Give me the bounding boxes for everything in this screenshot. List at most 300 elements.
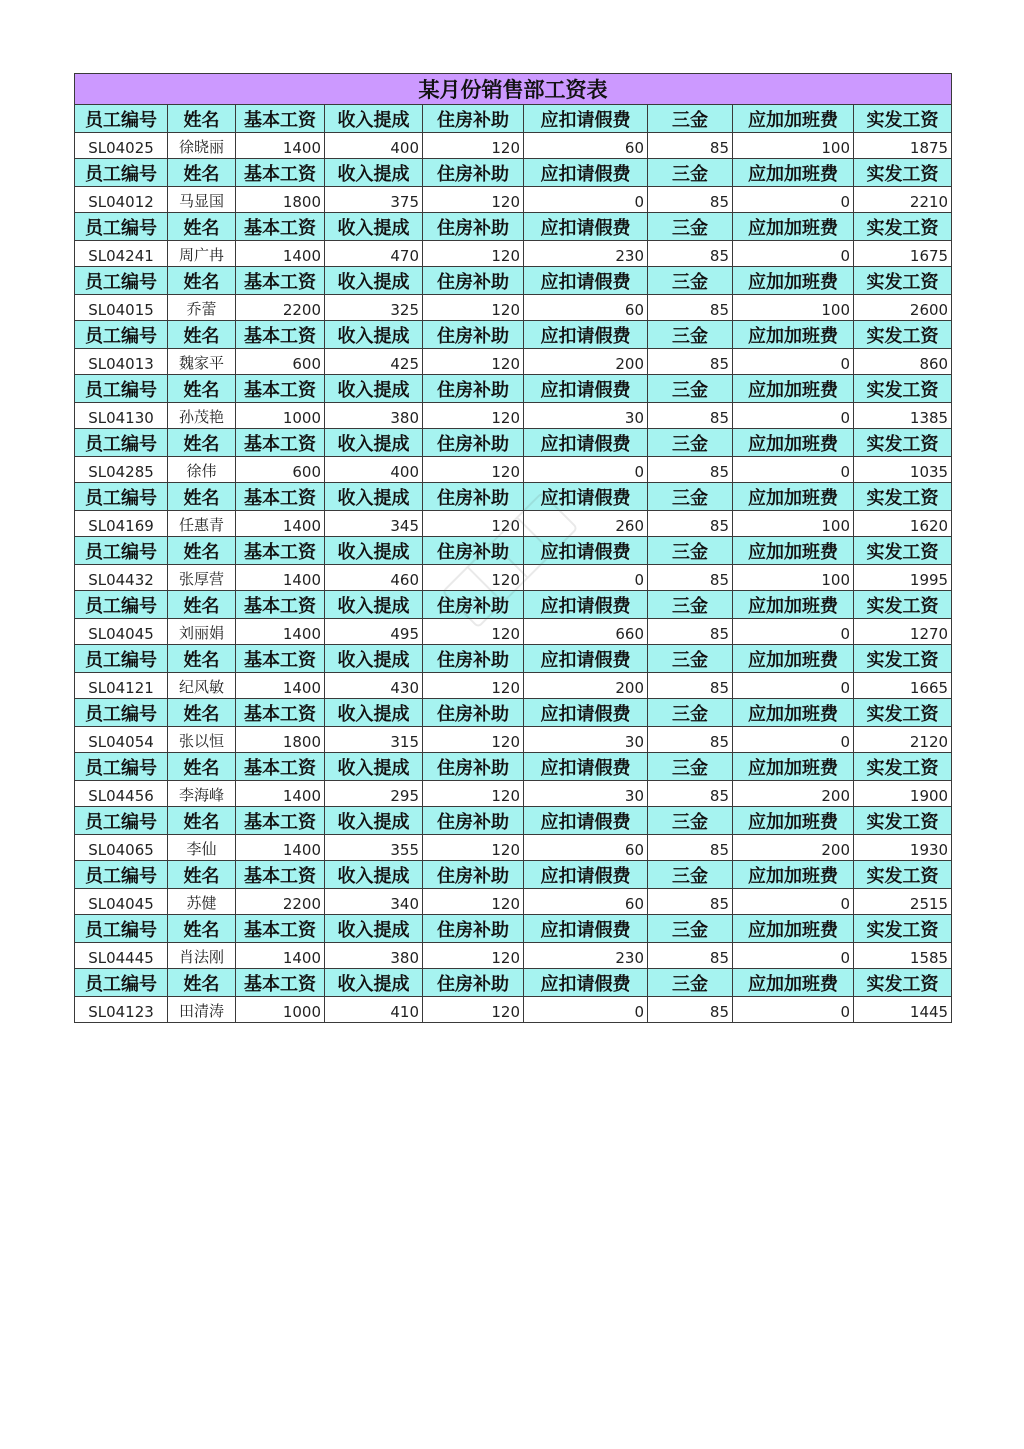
header-cell-employee-id[interactable]: 员工编号 [75, 645, 168, 673]
header-cell-overtime-pay[interactable]: 应加加班费 [733, 969, 854, 997]
cell-leave-deduction[interactable]: 260 [524, 511, 648, 537]
cell-commission[interactable]: 495 [325, 619, 423, 645]
header-cell-commission[interactable]: 收入提成 [325, 861, 423, 889]
header-cell-three-funds[interactable]: 三金 [648, 645, 733, 673]
cell-commission[interactable]: 325 [325, 295, 423, 321]
header-cell-base-salary[interactable]: 基本工资 [236, 267, 325, 295]
cell-overtime-pay[interactable]: 0 [733, 187, 854, 213]
cell-net-salary[interactable]: 2210 [854, 187, 952, 213]
header-cell-commission[interactable]: 收入提成 [325, 483, 423, 511]
cell-name[interactable]: 徐晓丽 [168, 133, 236, 159]
header-cell-net-salary[interactable]: 实发工资 [854, 321, 952, 349]
cell-leave-deduction[interactable]: 230 [524, 241, 648, 267]
header-cell-housing-allowance[interactable]: 住房补助 [423, 375, 524, 403]
cell-employee-id[interactable]: SL04054 [75, 727, 168, 753]
cell-base-salary[interactable]: 1400 [236, 835, 325, 861]
header-cell-name[interactable]: 姓名 [168, 861, 236, 889]
header-cell-employee-id[interactable]: 员工编号 [75, 969, 168, 997]
cell-leave-deduction[interactable]: 30 [524, 781, 648, 807]
cell-commission[interactable]: 345 [325, 511, 423, 537]
cell-commission[interactable]: 355 [325, 835, 423, 861]
cell-three-funds[interactable]: 85 [648, 349, 733, 375]
cell-commission[interactable]: 295 [325, 781, 423, 807]
header-cell-three-funds[interactable]: 三金 [648, 375, 733, 403]
cell-commission[interactable]: 380 [325, 403, 423, 429]
header-cell-three-funds[interactable]: 三金 [648, 861, 733, 889]
cell-overtime-pay[interactable]: 0 [733, 349, 854, 375]
header-cell-commission[interactable]: 收入提成 [325, 159, 423, 187]
header-cell-employee-id[interactable]: 员工编号 [75, 699, 168, 727]
header-cell-housing-allowance[interactable]: 住房补助 [423, 483, 524, 511]
cell-base-salary[interactable]: 1800 [236, 187, 325, 213]
cell-base-salary[interactable]: 2200 [236, 889, 325, 915]
cell-leave-deduction[interactable]: 660 [524, 619, 648, 645]
header-cell-commission[interactable]: 收入提成 [325, 213, 423, 241]
header-cell-three-funds[interactable]: 三金 [648, 699, 733, 727]
cell-net-salary[interactable]: 2120 [854, 727, 952, 753]
cell-overtime-pay[interactable]: 200 [733, 835, 854, 861]
cell-leave-deduction[interactable]: 0 [524, 187, 648, 213]
cell-leave-deduction[interactable]: 200 [524, 349, 648, 375]
cell-three-funds[interactable]: 85 [648, 727, 733, 753]
header-cell-base-salary[interactable]: 基本工资 [236, 105, 325, 133]
header-cell-base-salary[interactable]: 基本工资 [236, 807, 325, 835]
header-cell-overtime-pay[interactable]: 应加加班费 [733, 375, 854, 403]
cell-housing-allowance[interactable]: 120 [423, 727, 524, 753]
cell-housing-allowance[interactable]: 120 [423, 133, 524, 159]
header-cell-name[interactable]: 姓名 [168, 429, 236, 457]
header-cell-commission[interactable]: 收入提成 [325, 915, 423, 943]
cell-employee-id[interactable]: SL04045 [75, 619, 168, 645]
cell-leave-deduction[interactable]: 230 [524, 943, 648, 969]
header-cell-overtime-pay[interactable]: 应加加班费 [733, 591, 854, 619]
header-cell-housing-allowance[interactable]: 住房补助 [423, 753, 524, 781]
header-cell-overtime-pay[interactable]: 应加加班费 [733, 537, 854, 565]
cell-base-salary[interactable]: 600 [236, 457, 325, 483]
header-cell-net-salary[interactable]: 实发工资 [854, 969, 952, 997]
header-cell-net-salary[interactable]: 实发工资 [854, 753, 952, 781]
header-cell-employee-id[interactable]: 员工编号 [75, 321, 168, 349]
cell-net-salary[interactable]: 1995 [854, 565, 952, 591]
cell-name[interactable]: 乔蕾 [168, 295, 236, 321]
header-cell-base-salary[interactable]: 基本工资 [236, 213, 325, 241]
header-cell-three-funds[interactable]: 三金 [648, 753, 733, 781]
cell-net-salary[interactable]: 1900 [854, 781, 952, 807]
cell-commission[interactable]: 375 [325, 187, 423, 213]
cell-base-salary[interactable]: 1400 [236, 943, 325, 969]
cell-three-funds[interactable]: 85 [648, 511, 733, 537]
sheet-title[interactable]: 某月份销售部工资表 [75, 74, 952, 105]
header-cell-name[interactable]: 姓名 [168, 267, 236, 295]
header-cell-net-salary[interactable]: 实发工资 [854, 537, 952, 565]
cell-three-funds[interactable]: 85 [648, 673, 733, 699]
header-cell-three-funds[interactable]: 三金 [648, 483, 733, 511]
header-cell-employee-id[interactable]: 员工编号 [75, 591, 168, 619]
header-cell-leave-deduction[interactable]: 应扣请假费 [524, 213, 648, 241]
header-cell-commission[interactable]: 收入提成 [325, 321, 423, 349]
cell-base-salary[interactable]: 1400 [236, 565, 325, 591]
header-cell-leave-deduction[interactable]: 应扣请假费 [524, 483, 648, 511]
cell-net-salary[interactable]: 1035 [854, 457, 952, 483]
cell-employee-id[interactable]: SL04285 [75, 457, 168, 483]
header-cell-name[interactable]: 姓名 [168, 375, 236, 403]
cell-name[interactable]: 马显国 [168, 187, 236, 213]
cell-name[interactable]: 李海峰 [168, 781, 236, 807]
cell-leave-deduction[interactable]: 0 [524, 997, 648, 1023]
cell-commission[interactable]: 410 [325, 997, 423, 1023]
cell-housing-allowance[interactable]: 120 [423, 457, 524, 483]
header-cell-name[interactable]: 姓名 [168, 915, 236, 943]
header-cell-employee-id[interactable]: 员工编号 [75, 375, 168, 403]
header-cell-housing-allowance[interactable]: 住房补助 [423, 807, 524, 835]
cell-base-salary[interactable]: 1000 [236, 997, 325, 1023]
header-cell-housing-allowance[interactable]: 住房补助 [423, 915, 524, 943]
header-cell-base-salary[interactable]: 基本工资 [236, 699, 325, 727]
header-cell-name[interactable]: 姓名 [168, 807, 236, 835]
cell-commission[interactable]: 315 [325, 727, 423, 753]
cell-net-salary[interactable]: 1620 [854, 511, 952, 537]
header-cell-commission[interactable]: 收入提成 [325, 699, 423, 727]
cell-housing-allowance[interactable]: 120 [423, 997, 524, 1023]
cell-employee-id[interactable]: SL04169 [75, 511, 168, 537]
header-cell-net-salary[interactable]: 实发工资 [854, 915, 952, 943]
header-cell-commission[interactable]: 收入提成 [325, 591, 423, 619]
cell-commission[interactable]: 460 [325, 565, 423, 591]
header-cell-housing-allowance[interactable]: 住房补助 [423, 213, 524, 241]
cell-three-funds[interactable]: 85 [648, 835, 733, 861]
header-cell-commission[interactable]: 收入提成 [325, 645, 423, 673]
cell-commission[interactable]: 400 [325, 457, 423, 483]
header-cell-name[interactable]: 姓名 [168, 159, 236, 187]
cell-net-salary[interactable]: 1385 [854, 403, 952, 429]
cell-name[interactable]: 任惠青 [168, 511, 236, 537]
header-cell-three-funds[interactable]: 三金 [648, 969, 733, 997]
cell-commission[interactable]: 380 [325, 943, 423, 969]
cell-three-funds[interactable]: 85 [648, 781, 733, 807]
cell-name[interactable]: 田清涛 [168, 997, 236, 1023]
header-cell-leave-deduction[interactable]: 应扣请假费 [524, 375, 648, 403]
header-cell-leave-deduction[interactable]: 应扣请假费 [524, 429, 648, 457]
cell-net-salary[interactable]: 2600 [854, 295, 952, 321]
header-cell-overtime-pay[interactable]: 应加加班费 [733, 483, 854, 511]
cell-three-funds[interactable]: 85 [648, 403, 733, 429]
cell-three-funds[interactable]: 85 [648, 241, 733, 267]
header-cell-name[interactable]: 姓名 [168, 645, 236, 673]
header-cell-employee-id[interactable]: 员工编号 [75, 429, 168, 457]
cell-overtime-pay[interactable]: 0 [733, 403, 854, 429]
cell-employee-id[interactable]: SL04456 [75, 781, 168, 807]
cell-base-salary[interactable]: 1400 [236, 133, 325, 159]
cell-commission[interactable]: 470 [325, 241, 423, 267]
cell-employee-id[interactable]: SL04130 [75, 403, 168, 429]
header-cell-leave-deduction[interactable]: 应扣请假费 [524, 969, 648, 997]
cell-name[interactable]: 苏健 [168, 889, 236, 915]
cell-overtime-pay[interactable]: 100 [733, 565, 854, 591]
header-cell-overtime-pay[interactable]: 应加加班费 [733, 429, 854, 457]
header-cell-base-salary[interactable]: 基本工资 [236, 591, 325, 619]
cell-employee-id[interactable]: SL04121 [75, 673, 168, 699]
header-cell-leave-deduction[interactable]: 应扣请假费 [524, 105, 648, 133]
cell-net-salary[interactable]: 1930 [854, 835, 952, 861]
cell-overtime-pay[interactable]: 100 [733, 511, 854, 537]
cell-housing-allowance[interactable]: 120 [423, 295, 524, 321]
cell-base-salary[interactable]: 1000 [236, 403, 325, 429]
cell-base-salary[interactable]: 1800 [236, 727, 325, 753]
header-cell-net-salary[interactable]: 实发工资 [854, 807, 952, 835]
cell-employee-id[interactable]: SL04045 [75, 889, 168, 915]
cell-employee-id[interactable]: SL04025 [75, 133, 168, 159]
header-cell-net-salary[interactable]: 实发工资 [854, 699, 952, 727]
cell-employee-id[interactable]: SL04123 [75, 997, 168, 1023]
header-cell-leave-deduction[interactable]: 应扣请假费 [524, 321, 648, 349]
cell-leave-deduction[interactable]: 60 [524, 295, 648, 321]
cell-net-salary[interactable]: 1585 [854, 943, 952, 969]
header-cell-employee-id[interactable]: 员工编号 [75, 105, 168, 133]
cell-employee-id[interactable]: SL04013 [75, 349, 168, 375]
cell-commission[interactable]: 425 [325, 349, 423, 375]
header-cell-overtime-pay[interactable]: 应加加班费 [733, 213, 854, 241]
cell-overtime-pay[interactable]: 0 [733, 727, 854, 753]
header-cell-housing-allowance[interactable]: 住房补助 [423, 591, 524, 619]
header-cell-base-salary[interactable]: 基本工资 [236, 429, 325, 457]
header-cell-base-salary[interactable]: 基本工资 [236, 483, 325, 511]
cell-base-salary[interactable]: 1400 [236, 673, 325, 699]
cell-commission[interactable]: 400 [325, 133, 423, 159]
header-cell-base-salary[interactable]: 基本工资 [236, 321, 325, 349]
cell-leave-deduction[interactable]: 0 [524, 565, 648, 591]
cell-net-salary[interactable]: 860 [854, 349, 952, 375]
header-cell-overtime-pay[interactable]: 应加加班费 [733, 753, 854, 781]
cell-base-salary[interactable]: 1400 [236, 511, 325, 537]
cell-three-funds[interactable]: 85 [648, 187, 733, 213]
cell-name[interactable]: 魏家平 [168, 349, 236, 375]
header-cell-housing-allowance[interactable]: 住房补助 [423, 537, 524, 565]
header-cell-commission[interactable]: 收入提成 [325, 537, 423, 565]
header-cell-employee-id[interactable]: 员工编号 [75, 861, 168, 889]
cell-three-funds[interactable]: 85 [648, 295, 733, 321]
cell-employee-id[interactable]: SL04241 [75, 241, 168, 267]
header-cell-overtime-pay[interactable]: 应加加班费 [733, 321, 854, 349]
cell-leave-deduction[interactable]: 30 [524, 727, 648, 753]
header-cell-three-funds[interactable]: 三金 [648, 915, 733, 943]
header-cell-leave-deduction[interactable]: 应扣请假费 [524, 807, 648, 835]
cell-employee-id[interactable]: SL04012 [75, 187, 168, 213]
header-cell-base-salary[interactable]: 基本工资 [236, 159, 325, 187]
cell-leave-deduction[interactable]: 60 [524, 835, 648, 861]
header-cell-base-salary[interactable]: 基本工资 [236, 537, 325, 565]
cell-name[interactable]: 孙茂艳 [168, 403, 236, 429]
cell-net-salary[interactable]: 1875 [854, 133, 952, 159]
header-cell-base-salary[interactable]: 基本工资 [236, 375, 325, 403]
header-cell-net-salary[interactable]: 实发工资 [854, 861, 952, 889]
header-cell-three-funds[interactable]: 三金 [648, 159, 733, 187]
cell-employee-id[interactable]: SL04065 [75, 835, 168, 861]
cell-three-funds[interactable]: 85 [648, 997, 733, 1023]
cell-net-salary[interactable]: 1665 [854, 673, 952, 699]
cell-leave-deduction[interactable]: 60 [524, 133, 648, 159]
cell-overtime-pay[interactable]: 0 [733, 457, 854, 483]
cell-overtime-pay[interactable]: 0 [733, 889, 854, 915]
cell-net-salary[interactable]: 1445 [854, 997, 952, 1023]
header-cell-housing-allowance[interactable]: 住房补助 [423, 861, 524, 889]
cell-housing-allowance[interactable]: 120 [423, 349, 524, 375]
cell-name[interactable]: 徐伟 [168, 457, 236, 483]
header-cell-leave-deduction[interactable]: 应扣请假费 [524, 861, 648, 889]
header-cell-overtime-pay[interactable]: 应加加班费 [733, 267, 854, 295]
header-cell-commission[interactable]: 收入提成 [325, 807, 423, 835]
cell-overtime-pay[interactable]: 100 [733, 133, 854, 159]
cell-name[interactable]: 刘丽娟 [168, 619, 236, 645]
header-cell-name[interactable]: 姓名 [168, 537, 236, 565]
header-cell-employee-id[interactable]: 员工编号 [75, 915, 168, 943]
header-cell-name[interactable]: 姓名 [168, 591, 236, 619]
cell-housing-allowance[interactable]: 120 [423, 781, 524, 807]
header-cell-net-salary[interactable]: 实发工资 [854, 483, 952, 511]
header-cell-net-salary[interactable]: 实发工资 [854, 105, 952, 133]
header-cell-net-salary[interactable]: 实发工资 [854, 375, 952, 403]
cell-overtime-pay[interactable]: 0 [733, 619, 854, 645]
cell-overtime-pay[interactable]: 0 [733, 241, 854, 267]
header-cell-base-salary[interactable]: 基本工资 [236, 753, 325, 781]
cell-housing-allowance[interactable]: 120 [423, 835, 524, 861]
cell-employee-id[interactable]: SL04445 [75, 943, 168, 969]
cell-three-funds[interactable]: 85 [648, 457, 733, 483]
header-cell-three-funds[interactable]: 三金 [648, 807, 733, 835]
cell-leave-deduction[interactable]: 200 [524, 673, 648, 699]
header-cell-net-salary[interactable]: 实发工资 [854, 213, 952, 241]
cell-commission[interactable]: 430 [325, 673, 423, 699]
cell-overtime-pay[interactable]: 200 [733, 781, 854, 807]
header-cell-employee-id[interactable]: 员工编号 [75, 267, 168, 295]
header-cell-commission[interactable]: 收入提成 [325, 267, 423, 295]
header-cell-overtime-pay[interactable]: 应加加班费 [733, 915, 854, 943]
cell-overtime-pay[interactable]: 100 [733, 295, 854, 321]
header-cell-commission[interactable]: 收入提成 [325, 753, 423, 781]
header-cell-overtime-pay[interactable]: 应加加班费 [733, 861, 854, 889]
header-cell-name[interactable]: 姓名 [168, 753, 236, 781]
header-cell-employee-id[interactable]: 员工编号 [75, 753, 168, 781]
header-cell-overtime-pay[interactable]: 应加加班费 [733, 645, 854, 673]
header-cell-net-salary[interactable]: 实发工资 [854, 159, 952, 187]
cell-housing-allowance[interactable]: 120 [423, 511, 524, 537]
cell-net-salary[interactable]: 1675 [854, 241, 952, 267]
header-cell-leave-deduction[interactable]: 应扣请假费 [524, 537, 648, 565]
cell-housing-allowance[interactable]: 120 [423, 403, 524, 429]
cell-three-funds[interactable]: 85 [648, 619, 733, 645]
header-cell-base-salary[interactable]: 基本工资 [236, 915, 325, 943]
cell-three-funds[interactable]: 85 [648, 565, 733, 591]
header-cell-name[interactable]: 姓名 [168, 105, 236, 133]
header-cell-leave-deduction[interactable]: 应扣请假费 [524, 753, 648, 781]
header-cell-commission[interactable]: 收入提成 [325, 375, 423, 403]
header-cell-three-funds[interactable]: 三金 [648, 537, 733, 565]
cell-overtime-pay[interactable]: 0 [733, 673, 854, 699]
header-cell-base-salary[interactable]: 基本工资 [236, 969, 325, 997]
header-cell-three-funds[interactable]: 三金 [648, 429, 733, 457]
cell-housing-allowance[interactable]: 120 [423, 619, 524, 645]
cell-base-salary[interactable]: 1400 [236, 781, 325, 807]
header-cell-three-funds[interactable]: 三金 [648, 105, 733, 133]
cell-name[interactable]: 李仙 [168, 835, 236, 861]
header-cell-base-salary[interactable]: 基本工资 [236, 861, 325, 889]
cell-employee-id[interactable]: SL04432 [75, 565, 168, 591]
header-cell-name[interactable]: 姓名 [168, 321, 236, 349]
cell-housing-allowance[interactable]: 120 [423, 241, 524, 267]
cell-name[interactable]: 肖法刚 [168, 943, 236, 969]
header-cell-leave-deduction[interactable]: 应扣请假费 [524, 645, 648, 673]
cell-housing-allowance[interactable]: 120 [423, 565, 524, 591]
cell-employee-id[interactable]: SL04015 [75, 295, 168, 321]
cell-housing-allowance[interactable]: 120 [423, 673, 524, 699]
cell-net-salary[interactable]: 1270 [854, 619, 952, 645]
cell-housing-allowance[interactable]: 120 [423, 889, 524, 915]
header-cell-employee-id[interactable]: 员工编号 [75, 807, 168, 835]
header-cell-net-salary[interactable]: 实发工资 [854, 591, 952, 619]
header-cell-name[interactable]: 姓名 [168, 483, 236, 511]
header-cell-employee-id[interactable]: 员工编号 [75, 483, 168, 511]
cell-name[interactable]: 张以恒 [168, 727, 236, 753]
header-cell-overtime-pay[interactable]: 应加加班费 [733, 105, 854, 133]
header-cell-housing-allowance[interactable]: 住房补助 [423, 429, 524, 457]
cell-three-funds[interactable]: 85 [648, 943, 733, 969]
cell-overtime-pay[interactable]: 0 [733, 943, 854, 969]
cell-base-salary[interactable]: 1400 [236, 241, 325, 267]
header-cell-net-salary[interactable]: 实发工资 [854, 267, 952, 295]
header-cell-employee-id[interactable]: 员工编号 [75, 213, 168, 241]
header-cell-housing-allowance[interactable]: 住房补助 [423, 159, 524, 187]
header-cell-name[interactable]: 姓名 [168, 699, 236, 727]
header-cell-housing-allowance[interactable]: 住房补助 [423, 267, 524, 295]
header-cell-name[interactable]: 姓名 [168, 213, 236, 241]
cell-base-salary[interactable]: 2200 [236, 295, 325, 321]
header-cell-three-funds[interactable]: 三金 [648, 321, 733, 349]
cell-base-salary[interactable]: 1400 [236, 619, 325, 645]
cell-base-salary[interactable]: 600 [236, 349, 325, 375]
header-cell-commission[interactable]: 收入提成 [325, 429, 423, 457]
header-cell-overtime-pay[interactable]: 应加加班费 [733, 159, 854, 187]
header-cell-commission[interactable]: 收入提成 [325, 969, 423, 997]
cell-overtime-pay[interactable]: 0 [733, 997, 854, 1023]
cell-name[interactable]: 纪风敏 [168, 673, 236, 699]
header-cell-base-salary[interactable]: 基本工资 [236, 645, 325, 673]
header-cell-employee-id[interactable]: 员工编号 [75, 159, 168, 187]
header-cell-overtime-pay[interactable]: 应加加班费 [733, 699, 854, 727]
header-cell-leave-deduction[interactable]: 应扣请假费 [524, 699, 648, 727]
cell-name[interactable]: 张厚营 [168, 565, 236, 591]
header-cell-housing-allowance[interactable]: 住房补助 [423, 105, 524, 133]
header-cell-leave-deduction[interactable]: 应扣请假费 [524, 159, 648, 187]
cell-three-funds[interactable]: 85 [648, 133, 733, 159]
cell-net-salary[interactable]: 2515 [854, 889, 952, 915]
header-cell-housing-allowance[interactable]: 住房补助 [423, 321, 524, 349]
header-cell-three-funds[interactable]: 三金 [648, 267, 733, 295]
header-cell-three-funds[interactable]: 三金 [648, 591, 733, 619]
cell-leave-deduction[interactable]: 30 [524, 403, 648, 429]
header-cell-name[interactable]: 姓名 [168, 969, 236, 997]
header-cell-three-funds[interactable]: 三金 [648, 213, 733, 241]
header-cell-leave-deduction[interactable]: 应扣请假费 [524, 915, 648, 943]
cell-housing-allowance[interactable]: 120 [423, 943, 524, 969]
header-cell-housing-allowance[interactable]: 住房补助 [423, 699, 524, 727]
header-cell-leave-deduction[interactable]: 应扣请假费 [524, 591, 648, 619]
header-cell-net-salary[interactable]: 实发工资 [854, 429, 952, 457]
cell-name[interactable]: 周广冉 [168, 241, 236, 267]
header-cell-housing-allowance[interactable]: 住房补助 [423, 969, 524, 997]
header-cell-commission[interactable]: 收入提成 [325, 105, 423, 133]
cell-commission[interactable]: 340 [325, 889, 423, 915]
cell-leave-deduction[interactable]: 0 [524, 457, 648, 483]
cell-housing-allowance[interactable]: 120 [423, 187, 524, 213]
